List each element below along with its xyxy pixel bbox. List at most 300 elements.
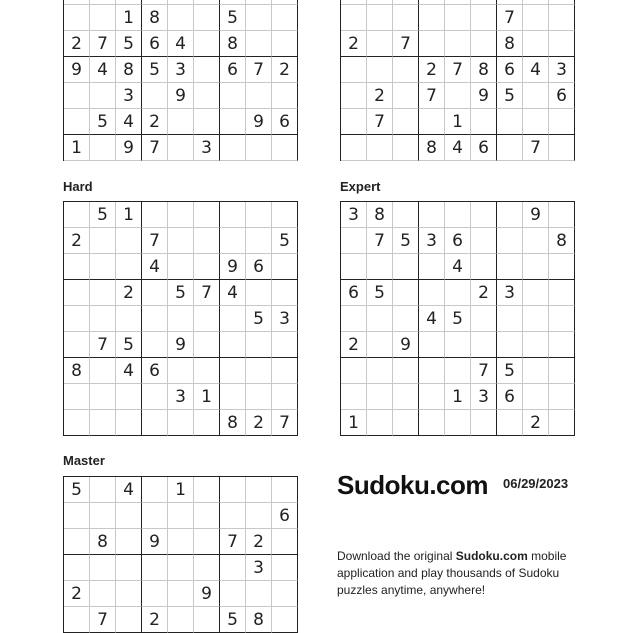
sudoku-cell [393, 384, 419, 410]
sudoku-cell [341, 83, 367, 109]
sudoku-cell [393, 254, 419, 280]
sudoku-cell: 7 [367, 109, 393, 135]
sudoku-cell [220, 202, 246, 228]
sudoku-cell: 2 [246, 410, 272, 436]
sudoku-cell [549, 306, 575, 332]
sudoku-cell [64, 607, 90, 633]
sudoku-cell [341, 254, 367, 280]
sudoku-cell: 2 [142, 607, 168, 633]
sudoku-cell [272, 254, 298, 280]
sudoku-cell [341, 135, 367, 161]
sudoku-cell: 7 [90, 607, 116, 633]
sudoku-cell [445, 332, 471, 358]
sudoku-cell [194, 607, 220, 633]
sudoku-cell: 7 [497, 5, 523, 31]
sudoku-cell: 2 [523, 410, 549, 436]
sudoku-cell [419, 410, 445, 436]
sudoku-cell [497, 254, 523, 280]
sudoku-cell [445, 202, 471, 228]
sudoku-cell [549, 31, 575, 57]
sudoku-cell: 5 [220, 607, 246, 633]
promo-brand: Sudoku.com [455, 549, 528, 563]
sudoku-cell [168, 555, 194, 581]
sudoku-cell: 9 [168, 332, 194, 358]
sudoku-cell [116, 306, 142, 332]
sudoku-cell [523, 228, 549, 254]
sudoku-cell: 1 [64, 135, 90, 161]
sudoku-cell: 8 [419, 135, 445, 161]
sudoku-cell [445, 83, 471, 109]
sudoku-cell [220, 332, 246, 358]
sudoku-cell [90, 477, 116, 503]
sudoku-grid-top-left [63, 0, 298, 161]
sudoku-cell [220, 135, 246, 161]
sudoku-cell [142, 477, 168, 503]
sudoku-cell [523, 254, 549, 280]
sudoku-cell [64, 109, 90, 135]
sudoku-cell [168, 607, 194, 633]
sudoku-cell: 6 [272, 109, 298, 135]
sudoku-cell [393, 109, 419, 135]
sudoku-cell: 1 [445, 109, 471, 135]
sudoku-cell [116, 607, 142, 633]
sudoku-cell: 9 [142, 529, 168, 555]
sudoku-cell: 5 [393, 228, 419, 254]
sudoku-cell [549, 109, 575, 135]
sudoku-cell [393, 306, 419, 332]
sudoku-cell [142, 555, 168, 581]
sudoku-cell [246, 83, 272, 109]
difficulty-label-master: Master [63, 453, 105, 468]
sudoku-cell [168, 358, 194, 384]
difficulty-label-expert: Expert [340, 179, 381, 194]
sudoku-cell [549, 358, 575, 384]
sudoku-grid-hard [63, 201, 298, 436]
sudoku-cell [367, 410, 393, 436]
sudoku-cell [523, 358, 549, 384]
sudoku-cell [142, 503, 168, 529]
sudoku-cell: 6 [497, 57, 523, 83]
sudoku-cell [393, 5, 419, 31]
sudoku-cell [64, 332, 90, 358]
sudoku-cell [220, 477, 246, 503]
sudoku-cell: 4 [445, 254, 471, 280]
sudoku-cell [523, 280, 549, 306]
sudoku-cell [64, 410, 90, 436]
sudoku-cell [142, 332, 168, 358]
sudoku-cell: 9 [523, 202, 549, 228]
sudoku-cell: 2 [64, 228, 90, 254]
sudoku-cell [90, 410, 116, 436]
sudoku-cell [497, 228, 523, 254]
sudoku-cell: 6 [142, 31, 168, 57]
sudoku-cell [272, 5, 298, 31]
sudoku-cell: 2 [142, 109, 168, 135]
sudoku-cell: 5 [445, 306, 471, 332]
sudoku-cell: 7 [194, 280, 220, 306]
sudoku-cell [272, 135, 298, 161]
sudoku-cell [194, 503, 220, 529]
sudoku-cell: 4 [220, 280, 246, 306]
sudoku-cell: 7 [367, 228, 393, 254]
sudoku-cell [272, 607, 298, 633]
sudoku-cell [523, 5, 549, 31]
sudoku-cell: 3 [168, 384, 194, 410]
sudoku-cell [246, 202, 272, 228]
sudoku-cell: 2 [64, 31, 90, 57]
sudoku-cell: 1 [168, 477, 194, 503]
sudoku-cell: 5 [64, 477, 90, 503]
sudoku-cell [549, 202, 575, 228]
sudoku-cell [90, 83, 116, 109]
sudoku-grid-top-right [340, 0, 575, 161]
sudoku-cell [168, 581, 194, 607]
sudoku-cell [194, 529, 220, 555]
sudoku-cell [272, 581, 298, 607]
sudoku-cell [90, 254, 116, 280]
sudoku-cell: 5 [367, 280, 393, 306]
sudoku-cell [246, 228, 272, 254]
sudoku-cell: 5 [116, 332, 142, 358]
sudoku-cell: 4 [523, 57, 549, 83]
sudoku-cell [194, 555, 220, 581]
sudoku-cell [90, 581, 116, 607]
sudoku-cell: 3 [471, 384, 497, 410]
sudoku-cell [523, 109, 549, 135]
sudoku-cell: 9 [116, 135, 142, 161]
sudoku-cell [246, 581, 272, 607]
sudoku-cell [116, 410, 142, 436]
sudoku-cell [272, 555, 298, 581]
sudoku-cell [549, 254, 575, 280]
sudoku-cell [367, 57, 393, 83]
sudoku-cell [523, 332, 549, 358]
sudoku-cell: 5 [246, 306, 272, 332]
sudoku-cell [246, 384, 272, 410]
sudoku-cell: 7 [220, 529, 246, 555]
sudoku-cell: 9 [64, 57, 90, 83]
sudoku-cell [393, 135, 419, 161]
sudoku-cell: 8 [471, 57, 497, 83]
sudoku-cell [90, 503, 116, 529]
sudoku-cell [272, 529, 298, 555]
sudoku-cell [393, 280, 419, 306]
sudoku-cell: 8 [142, 5, 168, 31]
sudoku-cell: 6 [246, 254, 272, 280]
sudoku-cell [142, 306, 168, 332]
sudoku-cell [445, 5, 471, 31]
sudoku-grid-master [63, 476, 298, 633]
sudoku-cell: 3 [419, 228, 445, 254]
sudoku-cell [393, 358, 419, 384]
sudoku-cell [220, 581, 246, 607]
sudoku-cell [246, 135, 272, 161]
sudoku-cell: 2 [246, 529, 272, 555]
sudoku-cell: 5 [90, 109, 116, 135]
sudoku-cell: 8 [367, 202, 393, 228]
sudoku-cell [419, 384, 445, 410]
sudoku-cell: 7 [142, 135, 168, 161]
sudoku-cell: 1 [194, 384, 220, 410]
sudoku-cell [341, 109, 367, 135]
sudoku-cell [471, 109, 497, 135]
sudoku-cell [367, 358, 393, 384]
sudoku-cell [497, 109, 523, 135]
sudoku-cell [419, 358, 445, 384]
sudoku-cell: 8 [90, 529, 116, 555]
sudoku-cell: 6 [341, 280, 367, 306]
sudoku-cell [220, 503, 246, 529]
sudoku-cell [471, 306, 497, 332]
sudoku-cell [246, 358, 272, 384]
sudoku-cell [341, 57, 367, 83]
sudoku-cell [194, 306, 220, 332]
sudoku-cell: 4 [445, 135, 471, 161]
sudoku-cell: 1 [116, 5, 142, 31]
sudoku-cell: 6 [549, 83, 575, 109]
sudoku-cell [246, 332, 272, 358]
sudoku-cell [168, 135, 194, 161]
sudoku-cell [272, 358, 298, 384]
sudoku-cell: 4 [419, 306, 445, 332]
sudoku-cell [246, 503, 272, 529]
sudoku-cell [367, 5, 393, 31]
sudoku-cell [341, 358, 367, 384]
promo-text [337, 548, 577, 599]
sudoku-cell [220, 384, 246, 410]
sudoku-cell: 2 [419, 57, 445, 83]
sudoku-cell [341, 384, 367, 410]
sudoku-cell [341, 228, 367, 254]
sudoku-cell [419, 202, 445, 228]
sudoku-cell: 1 [116, 202, 142, 228]
sudoku-cell: 3 [341, 202, 367, 228]
sudoku-cell [367, 306, 393, 332]
sudoku-cell [497, 410, 523, 436]
sudoku-cell [116, 503, 142, 529]
sudoku-cell: 5 [116, 31, 142, 57]
sudoku-cell [445, 31, 471, 57]
sudoku-cell [90, 228, 116, 254]
sudoku-cell [523, 31, 549, 57]
sudoku-cell: 7 [523, 135, 549, 161]
sudoku-cell: 9 [246, 109, 272, 135]
sudoku-cell: 8 [64, 358, 90, 384]
sudoku-cell [220, 358, 246, 384]
sudoku-cell [64, 555, 90, 581]
sudoku-cell [471, 31, 497, 57]
sudoku-cell: 8 [246, 607, 272, 633]
sudoku-cell: 6 [142, 358, 168, 384]
sudoku-cell [64, 5, 90, 31]
sudoku-cell [471, 202, 497, 228]
sudoku-cell [90, 280, 116, 306]
sudoku-cell [497, 332, 523, 358]
sudoku-cell [64, 306, 90, 332]
sudoku-cell [341, 306, 367, 332]
sudoku-cell [142, 83, 168, 109]
sudoku-cell [194, 109, 220, 135]
sudoku-cell [194, 57, 220, 83]
sudoku-cell [272, 280, 298, 306]
sudoku-cell [367, 31, 393, 57]
sudoku-cell [367, 332, 393, 358]
sudoku-cell [168, 228, 194, 254]
sudoku-cell: 4 [90, 57, 116, 83]
sudoku-cell [116, 581, 142, 607]
sudoku-cell [272, 332, 298, 358]
sudoku-cell [116, 529, 142, 555]
sudoku-cell [272, 477, 298, 503]
sudoku-cell: 4 [142, 254, 168, 280]
sudoku-cell [523, 306, 549, 332]
sudoku-cell: 3 [194, 135, 220, 161]
sudoku-cell [90, 555, 116, 581]
sudoku-cell [168, 109, 194, 135]
sudoku-cell [419, 5, 445, 31]
sudoku-cell [549, 135, 575, 161]
sudoku-cell: 1 [445, 384, 471, 410]
sudoku-cell: 5 [497, 83, 523, 109]
sudoku-cell [272, 384, 298, 410]
sudoku-cell [393, 83, 419, 109]
sudoku-cell: 6 [272, 503, 298, 529]
promo-text-before: Download the original [337, 549, 456, 563]
sudoku-cell: 3 [272, 306, 298, 332]
sudoku-cell [168, 5, 194, 31]
sudoku-cell: 6 [497, 384, 523, 410]
sudoku-cell [549, 410, 575, 436]
sudoku-cell: 3 [549, 57, 575, 83]
sudoku-cell [220, 306, 246, 332]
sudoku-cell: 2 [272, 57, 298, 83]
sudoku-cell [194, 358, 220, 384]
sudoku-cell [246, 31, 272, 57]
sudoku-cell [194, 83, 220, 109]
sudoku-cell [194, 5, 220, 31]
sudoku-cell [445, 358, 471, 384]
sudoku-cell [497, 202, 523, 228]
sudoku-cell [194, 410, 220, 436]
sudoku-cell [168, 529, 194, 555]
sudoku-cell [142, 410, 168, 436]
sudoku-cell [393, 410, 419, 436]
sudoku-cell [64, 83, 90, 109]
sudoku-cell [194, 31, 220, 57]
sudoku-cell: 2 [341, 332, 367, 358]
sudoku-cell [220, 109, 246, 135]
sudoku-cell [272, 202, 298, 228]
sudoku-cell: 4 [116, 109, 142, 135]
sudoku-cell [471, 5, 497, 31]
sudoku-cell [220, 555, 246, 581]
sudoku-cell: 2 [367, 83, 393, 109]
sudoku-cell [64, 503, 90, 529]
sudoku-cell: 7 [445, 57, 471, 83]
sudoku-cell [419, 332, 445, 358]
sudoku-cell: 8 [220, 410, 246, 436]
sudoku-cell [142, 581, 168, 607]
sudoku-cell [419, 31, 445, 57]
sudoku-cell [90, 135, 116, 161]
sudoku-cell [471, 254, 497, 280]
sudoku-cell [549, 5, 575, 31]
sudoku-cell [168, 410, 194, 436]
sudoku-cell [194, 332, 220, 358]
sudoku-cell: 5 [220, 5, 246, 31]
puzzle-date: 06/29/2023 [503, 476, 569, 491]
sudoku-cell [367, 135, 393, 161]
sudoku-cell: 9 [194, 581, 220, 607]
sudoku-cell [194, 477, 220, 503]
sudoku-cell: 3 [497, 280, 523, 306]
sudoku-cell: 7 [246, 57, 272, 83]
sudoku-cell [341, 5, 367, 31]
sudoku-cell [90, 358, 116, 384]
sudoku-cell: 8 [220, 31, 246, 57]
sudoku-cell [272, 83, 298, 109]
sudoku-cell: 3 [246, 555, 272, 581]
sudoku-cell [367, 384, 393, 410]
sudoku-cell [64, 384, 90, 410]
sudoku-cell [497, 306, 523, 332]
sudoku-cell: 1 [341, 410, 367, 436]
difficulty-label-hard: Hard [63, 179, 93, 194]
sudoku-cell [246, 280, 272, 306]
sudoku-cell [194, 254, 220, 280]
sudoku-cell [419, 109, 445, 135]
sudoku-cell: 6 [471, 135, 497, 161]
sudoku-cell [142, 202, 168, 228]
sudoku-cell: 5 [272, 228, 298, 254]
sudoku-cell: 7 [90, 332, 116, 358]
sudoku-cell [220, 228, 246, 254]
sudoku-cell [445, 410, 471, 436]
sudoku-cell: 2 [64, 581, 90, 607]
sudoku-cell [497, 135, 523, 161]
sudoku-cell [523, 83, 549, 109]
sudoku-cell [471, 332, 497, 358]
sudoku-cell: 9 [471, 83, 497, 109]
sudoku-cell [64, 280, 90, 306]
sudoku-cell [116, 254, 142, 280]
sudoku-cell [471, 410, 497, 436]
sudoku-cell [194, 228, 220, 254]
sudoku-cell: 3 [168, 57, 194, 83]
sudoku-cell: 9 [168, 83, 194, 109]
sudoku-cell [116, 228, 142, 254]
sudoku-grid-expert [340, 201, 575, 436]
sudoku-cell: 5 [142, 57, 168, 83]
sudoku-cell [168, 503, 194, 529]
sudoku-cell [116, 555, 142, 581]
sudoku-cell [116, 384, 142, 410]
promo-text-after: mobile application and play thousands of Sudoku puzzles anytime, anywhere! [337, 549, 567, 597]
sudoku-cell [64, 529, 90, 555]
sudoku-cell [220, 83, 246, 109]
sudoku-cell: 5 [497, 358, 523, 384]
sudoku-cell [142, 384, 168, 410]
sudoku-cell: 9 [393, 332, 419, 358]
sudoku-cell [523, 384, 549, 410]
sudoku-cell [64, 254, 90, 280]
sudoku-cell: 2 [471, 280, 497, 306]
sudoku-cell: 8 [116, 57, 142, 83]
sudoku-cell: 6 [445, 228, 471, 254]
sudoku-cell: 2 [341, 31, 367, 57]
sudoku-cell: 2 [116, 280, 142, 306]
sudoku-cell [419, 280, 445, 306]
